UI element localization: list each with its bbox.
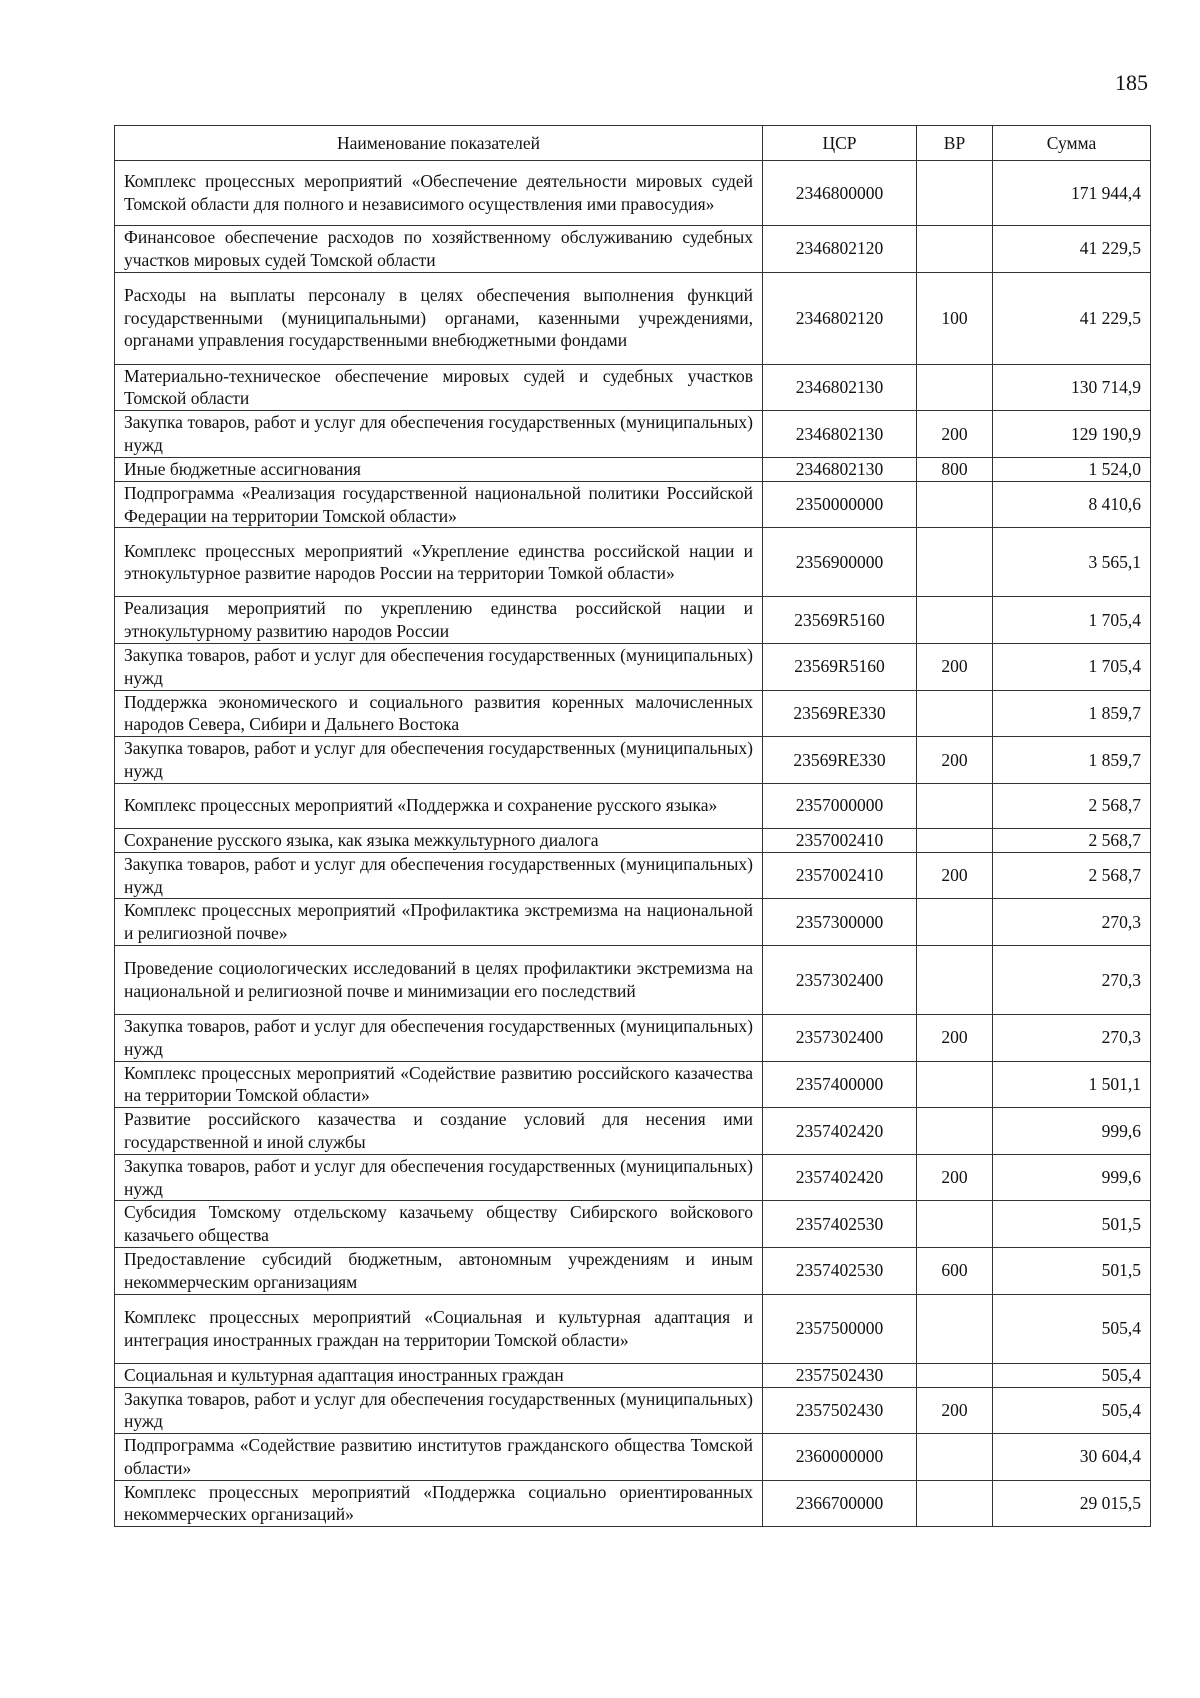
row-sum: 3 565,1 xyxy=(993,528,1151,597)
row-csr: 2357302400 xyxy=(763,1014,917,1061)
row-sum: 999,6 xyxy=(993,1108,1151,1155)
row-csr: 23569R5160 xyxy=(763,597,917,644)
row-csr: 2357002410 xyxy=(763,852,917,899)
table-header-row xyxy=(115,126,1151,161)
table-row xyxy=(115,226,1151,273)
row-name: Закупка товаров, работ и услуг для обеспечения государственных (муниципальных) нужд xyxy=(115,1387,763,1434)
row-sum: 130 714,9 xyxy=(993,364,1151,411)
row-csr: 2346802120 xyxy=(763,226,917,273)
row-name: Комплекс процессных мероприятий «Обеспечение деятельности мировых судей Томской области для полного и независимого осуществления ими правосудия» xyxy=(115,161,763,226)
row-sum: 1 859,7 xyxy=(993,690,1151,737)
row-name: Закупка товаров, работ и услуг для обеспечения государственных (муниципальных) нужд xyxy=(115,1014,763,1061)
row-sum: 1 859,7 xyxy=(993,737,1151,784)
row-csr: 2360000000 xyxy=(763,1434,917,1481)
page-number: 185 xyxy=(1115,70,1148,95)
row-sum: 270,3 xyxy=(993,899,1151,946)
row-sum: 1 501,1 xyxy=(993,1061,1151,1108)
table-row xyxy=(115,1014,1151,1061)
row-name: Подпрограмма «Содействие развитию институтов гражданского общества Томской области» xyxy=(115,1434,763,1481)
row-csr: 23569RE330 xyxy=(763,690,917,737)
row-sum: 129 190,9 xyxy=(993,411,1151,458)
table-row xyxy=(115,737,1151,784)
header-name: Наименование показателей xyxy=(115,126,763,161)
row-vr xyxy=(917,945,993,1014)
row-vr xyxy=(917,161,993,226)
row-sum: 171 944,4 xyxy=(993,161,1151,226)
row-csr: 2356900000 xyxy=(763,528,917,597)
row-vr: 200 xyxy=(917,852,993,899)
row-sum: 505,4 xyxy=(993,1363,1151,1387)
row-csr: 23569RE330 xyxy=(763,737,917,784)
table-row xyxy=(115,528,1151,597)
row-sum: 505,4 xyxy=(993,1294,1151,1363)
table-row xyxy=(115,1363,1151,1387)
row-name: Закупка товаров, работ и услуг для обеспечения государственных (муниципальных) нужд xyxy=(115,643,763,690)
table-row xyxy=(115,1201,1151,1248)
row-vr: 200 xyxy=(917,1387,993,1434)
table-row xyxy=(115,945,1151,1014)
row-sum: 30 604,4 xyxy=(993,1434,1151,1481)
table-row xyxy=(115,783,1151,828)
row-name: Развитие российского казачества и создание условий для несения ими государственной и иной службы xyxy=(115,1108,763,1155)
table-row xyxy=(115,828,1151,852)
row-name: Комплекс процессных мероприятий «Профилактика экстремизма на национальной и религиозной почве» xyxy=(115,899,763,946)
table-row xyxy=(115,1480,1151,1527)
row-name: Субсидия Томскому отдельскому казачьему обществу Сибирского войскового казачьего общества xyxy=(115,1201,763,1248)
row-vr xyxy=(917,1061,993,1108)
row-csr: 2357402530 xyxy=(763,1247,917,1294)
row-sum: 505,4 xyxy=(993,1387,1151,1434)
row-vr: 200 xyxy=(917,1154,993,1201)
row-csr: 2346802130 xyxy=(763,457,917,481)
row-csr: 2357502430 xyxy=(763,1363,917,1387)
row-csr: 2357300000 xyxy=(763,899,917,946)
row-csr: 23569R5160 xyxy=(763,643,917,690)
row-name: Поддержка экономического и социального развития коренных малочисленных народов Севера, Сибири и Дальнего Востока xyxy=(115,690,763,737)
row-csr: 2357502430 xyxy=(763,1387,917,1434)
row-name: Проведение социологических исследований в целях профилактики экстремизма на национальной и религиозной почве и минимизации его последствий xyxy=(115,945,763,1014)
row-sum: 2 568,7 xyxy=(993,828,1151,852)
row-csr: 2357402420 xyxy=(763,1154,917,1201)
row-vr xyxy=(917,481,993,528)
row-vr xyxy=(917,690,993,737)
row-csr: 2366700000 xyxy=(763,1480,917,1527)
row-csr: 2357000000 xyxy=(763,783,917,828)
row-vr: 200 xyxy=(917,643,993,690)
table-row xyxy=(115,457,1151,481)
row-name: Комплекс процессных мероприятий «Социальная и культурная адаптация и интеграция иностранных граждан на территории Томской области» xyxy=(115,1294,763,1363)
row-name: Закупка товаров, работ и услуг для обеспечения государственных (муниципальных) нужд xyxy=(115,852,763,899)
row-vr: 800 xyxy=(917,457,993,481)
table-row xyxy=(115,1108,1151,1155)
row-vr: 200 xyxy=(917,411,993,458)
row-csr: 2346802130 xyxy=(763,411,917,458)
row-vr xyxy=(917,528,993,597)
table-row xyxy=(115,852,1151,899)
table-row xyxy=(115,1387,1151,1434)
row-sum: 1 705,4 xyxy=(993,597,1151,644)
table-row xyxy=(115,1434,1151,1481)
row-vr xyxy=(917,597,993,644)
row-sum: 29 015,5 xyxy=(993,1480,1151,1527)
row-vr xyxy=(917,783,993,828)
row-vr xyxy=(917,828,993,852)
row-csr: 2357400000 xyxy=(763,1061,917,1108)
row-sum: 501,5 xyxy=(993,1247,1151,1294)
row-sum: 999,6 xyxy=(993,1154,1151,1201)
row-vr xyxy=(917,226,993,273)
row-name: Социальная и культурная адаптация иностранных граждан xyxy=(115,1363,763,1387)
row-vr: 100 xyxy=(917,272,993,364)
row-sum: 41 229,5 xyxy=(993,226,1151,273)
row-csr: 2346800000 xyxy=(763,161,917,226)
row-csr: 2346802120 xyxy=(763,272,917,364)
table-row xyxy=(115,411,1151,458)
row-sum: 270,3 xyxy=(993,945,1151,1014)
row-name: Комплекс процессных мероприятий «Поддержка и сохранение русского языка» xyxy=(115,783,763,828)
table-row xyxy=(115,1154,1151,1201)
table-row xyxy=(115,364,1151,411)
table-body xyxy=(115,161,1151,1527)
row-name: Подпрограмма «Реализация государственной национальной политики Российской Федерации на территории Томской области» xyxy=(115,481,763,528)
row-vr xyxy=(917,1108,993,1155)
row-name: Комплекс процессных мероприятий «Содействие развитию российского казачества на территории Томской области» xyxy=(115,1061,763,1108)
header-sum: Сумма xyxy=(993,126,1151,161)
row-name: Материально-техническое обеспечение мировых судей и судебных участков Томской области xyxy=(115,364,763,411)
row-name: Предоставление субсидий бюджетным, автономным учреждениям и иным некоммерческим организациям xyxy=(115,1247,763,1294)
row-sum: 41 229,5 xyxy=(993,272,1151,364)
row-sum: 2 568,7 xyxy=(993,783,1151,828)
row-csr: 2346802130 xyxy=(763,364,917,411)
row-name: Закупка товаров, работ и услуг для обеспечения государственных (муниципальных) нужд xyxy=(115,411,763,458)
row-sum: 1 524,0 xyxy=(993,457,1151,481)
row-name: Закупка товаров, работ и услуг для обеспечения государственных (муниципальных) нужд xyxy=(115,1154,763,1201)
row-name: Комплекс процессных мероприятий «Укрепление единства российской нации и этнокультурное развитие народов России на территории Томкой области» xyxy=(115,528,763,597)
table-row xyxy=(115,481,1151,528)
row-vr xyxy=(917,899,993,946)
row-csr: 2357500000 xyxy=(763,1294,917,1363)
row-csr: 2350000000 xyxy=(763,481,917,528)
table-row xyxy=(115,899,1151,946)
table-row xyxy=(115,597,1151,644)
row-csr: 2357402530 xyxy=(763,1201,917,1248)
row-vr: 200 xyxy=(917,737,993,784)
table-row xyxy=(115,1061,1151,1108)
row-sum: 270,3 xyxy=(993,1014,1151,1061)
row-vr xyxy=(917,1363,993,1387)
row-sum: 2 568,7 xyxy=(993,852,1151,899)
row-csr: 2357402420 xyxy=(763,1108,917,1155)
row-name: Реализация мероприятий по укреплению единства российской нации и этнокультурному развитию народов России xyxy=(115,597,763,644)
row-sum: 8 410,6 xyxy=(993,481,1151,528)
table-row xyxy=(115,643,1151,690)
row-vr xyxy=(917,1294,993,1363)
row-name: Сохранение русского языка, как языка межкультурного диалога xyxy=(115,828,763,852)
row-vr xyxy=(917,364,993,411)
row-name: Закупка товаров, работ и услуг для обеспечения государственных (муниципальных) нужд xyxy=(115,737,763,784)
table-row xyxy=(115,272,1151,364)
row-sum: 1 705,4 xyxy=(993,643,1151,690)
row-vr: 600 xyxy=(917,1247,993,1294)
table-row xyxy=(115,161,1151,226)
row-name: Финансовое обеспечение расходов по хозяйственному обслуживанию судебных участков мировых судей Томской области xyxy=(115,226,763,273)
row-vr xyxy=(917,1480,993,1527)
row-vr: 200 xyxy=(917,1014,993,1061)
row-vr xyxy=(917,1434,993,1481)
table-row xyxy=(115,1247,1151,1294)
row-csr: 2357302400 xyxy=(763,945,917,1014)
header-csr: ЦСР xyxy=(763,126,917,161)
row-name: Расходы на выплаты персоналу в целях обеспечения выполнения функций государственными (муниципальными) органами, казенными учреждениями, органами управления государственными внебюджетными фондами xyxy=(115,272,763,364)
row-name: Иные бюджетные ассигнования xyxy=(115,457,763,481)
header-vr: ВР xyxy=(917,126,993,161)
row-vr xyxy=(917,1201,993,1248)
row-name: Комплекс процессных мероприятий «Поддержка социально ориентированных некоммерческих организаций» xyxy=(115,1480,763,1527)
table-row xyxy=(115,690,1151,737)
row-csr: 2357002410 xyxy=(763,828,917,852)
table-row xyxy=(115,1294,1151,1363)
row-sum: 501,5 xyxy=(993,1201,1151,1248)
budget-table xyxy=(114,125,1151,1527)
